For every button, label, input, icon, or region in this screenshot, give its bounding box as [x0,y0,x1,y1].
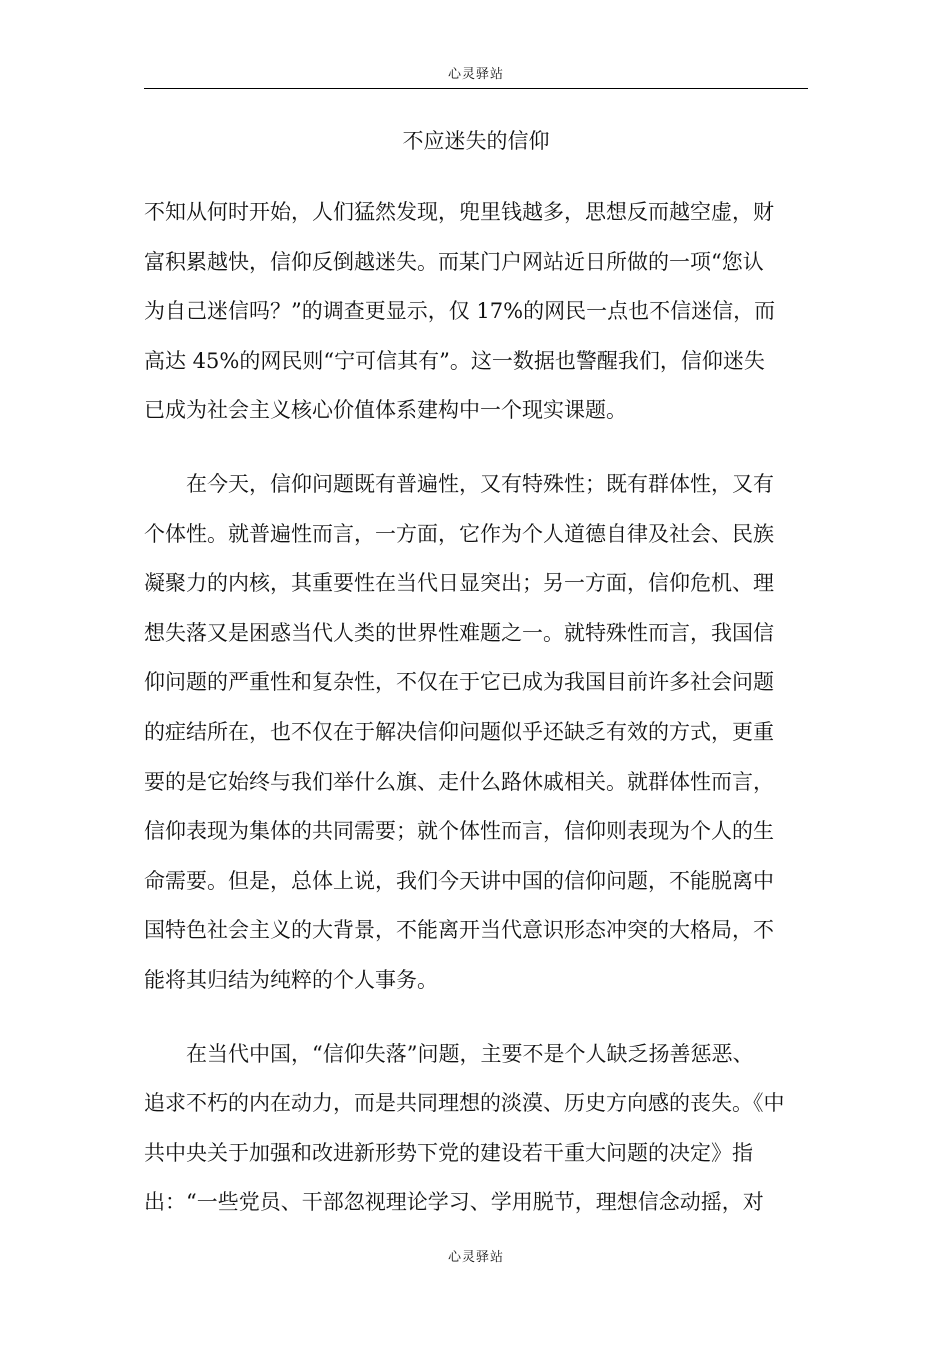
paragraph-line: 要的是它始终与我们举什么旗、走什么路休戚相关。就群体性而言， [144,769,774,794]
paragraph-line: 已成为社会主义核心价值体系建构中一个现实课题。 [144,398,627,423]
page-footer: 心灵驿站 [447,1250,504,1265]
paragraph-line: 在当代中国，“信仰失落”问题，主要不是个人缺乏扬善惩恶、 [186,1041,754,1066]
paragraph-1 [144,188,808,436]
paragraph-line: 能将其归结为纯粹的个人事务。 [144,967,438,992]
document-title: 不应迷失的信仰 [402,129,550,153]
paragraph-line: 命需要。但是，总体上说，我们今天讲中国的信仰问题，不能脱离中 [144,868,774,893]
paragraph-3 [144,1030,808,1228]
page-header: 心灵驿站 [447,67,504,82]
paragraph-line: 高达 45%的网民则“宁可信其有”。这一数据也警醒我们，信仰迷失 [144,348,765,373]
paragraph-line: 仰问题的严重性和复杂性，不仅在于它已成为我国目前许多社会问题 [144,670,774,695]
paragraph-line: 共中央关于加强和改进新形势下党的建设若干重大问题的决定》指 [144,1140,753,1165]
paragraph-line: 为自己迷信吗？”的调查更显示，仅 17%的网民一点也不信迷信，而 [144,299,776,324]
paragraph-line: 不知从何时开始，人们猛然发现，兜里钱越多，思想反而越空虚，财 [144,200,774,224]
paragraph-2 [144,460,808,1006]
header-divider [144,88,808,89]
paragraph-line: 富积累越快，信仰反倒越迷失。而某门户网站近日所做的一项“您认 [144,249,764,274]
paragraph-line: 凝聚力的内核，其重要性在当代日显突出；另一方面，信仰危机、理 [144,571,774,596]
document-body [144,188,808,1252]
paragraph-line: 的症结所在，也不仅在于解决信仰问题似乎还缺乏有效的方式，更重 [144,719,774,744]
paragraph-line: 想失落又是困惑当代人类的世界性难题之一。就特殊性而言，我国信 [144,620,774,645]
paragraph-line: 个体性。就普遍性而言，一方面，它作为个人道德自律及社会、民族 [144,521,774,546]
paragraph-line: 国特色社会主义的大背景，不能离开当代意识形态冲突的大格局，不 [144,918,774,943]
paragraph-line: 信仰表现为集体的共同需要；就个体性而言，信仰则表现为个人的生 [144,819,774,844]
paragraph-line: 追求不朽的内在动力，而是共同理想的淡漠、历史方向感的丧失。《中 [144,1091,785,1116]
paragraph-line: 在今天，信仰问题既有普遍性，又有特殊性；既有群体性，又有 [186,471,774,496]
paragraph-line: 出：“一些党员、干部忽视理论学习、学用脱节，理想信念动摇，对 [144,1190,764,1215]
